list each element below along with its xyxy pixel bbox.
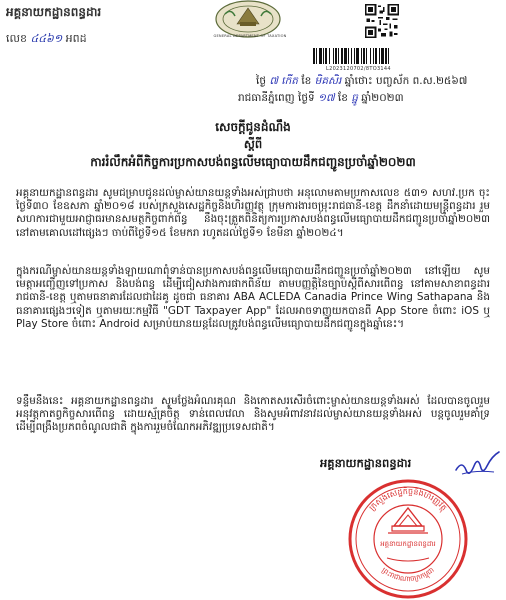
- solar-month-handwritten: ធ្នូ: [351, 92, 358, 104]
- official-seal-icon: [347, 478, 469, 600]
- barcode-bar: [354, 48, 355, 64]
- body-paragraph-3: ទន្ទឹមនឹងនេះ អគ្គនាយកដ្ឋានពន្ធដារ សូមថ្លែងអំណរគុណ និងកោតសរសើរចំពោះម្ចាស់យានយន្តទាំងអស់ ដែលបានចូលរួមអនុវត្តកាតព្វកិច្ចសារពើពន្ធ ដោយស្ម័គ្រចិត្ត ទាន់ពេលវេលា និងសូមអំពាវនាវដល់ម្ចាស់យានយន្តទាំងអស់ បន្តចូលរួមគាំទ្រ ដើម្បីពង្រឹងប្រភពចំណូលជាតិ ក្នុងការរួមចំណែកអភិវឌ្ឍប្រទេសជាតិ។: [16, 395, 490, 434]
- barcode-bar: [344, 48, 347, 64]
- notice-subject: ការរំលឹកអំពីកិច្ចការប្រកាសបង់ពន្ធលើមធ្យោបាយដឹកជញ្ជូនប្រចាំឆ្នាំ២០២៣: [90, 155, 416, 169]
- barcode-bar: [335, 48, 337, 64]
- solar-day-handwritten: ១៧: [318, 92, 335, 104]
- barcode-bar: [333, 48, 334, 64]
- signatory-title: អគ្គនាយកដ្ឋានពន្ធដារ: [320, 456, 412, 470]
- seal-center-text: អគ្គនាយកដ្ឋានពន្ធដារ: [380, 540, 436, 548]
- barcode-bar: [388, 48, 389, 64]
- seal-bottom-text: ព្រះរាជាណាចក្រកម្ពុជា: [380, 566, 436, 584]
- ref-number: ៤៤៦១: [30, 32, 63, 45]
- ref-suffix: អពដ: [65, 32, 87, 45]
- barcode-bar: [366, 48, 367, 64]
- emblem-caption: GENERAL DEPARTMENT OF TAXATION: [213, 34, 287, 38]
- barcode-icon: [313, 48, 451, 64]
- barcode-bar: [370, 48, 371, 64]
- department-emblem-icon: [213, 0, 283, 38]
- barcode-bar: [379, 48, 380, 64]
- barcode-bar: [325, 48, 327, 64]
- notice-subtitle: ស្តីពី: [243, 137, 263, 151]
- barcode-bar: [385, 48, 387, 64]
- barcode-bar: [351, 48, 352, 64]
- seal-top-text: ក្រសួងសេដ្ឋកិច្ចនិងហិរញ្ញវត្ថុ: [367, 486, 449, 513]
- solar-date: រាជធានីភ្នំពេញ ថ្ងៃទី ១៧ ខែ ធ្នូ ឆ្នាំ២០២៣: [238, 92, 404, 104]
- barcode-bar: [375, 48, 377, 64]
- barcode-bar: [373, 48, 374, 64]
- handwritten-signature-icon: [452, 448, 502, 482]
- barcode-bar: [323, 48, 324, 64]
- barcode-number: L2023120702/8TO3144: [326, 66, 391, 72]
- barcode-bar: [316, 48, 317, 64]
- barcode-bar: [361, 48, 362, 64]
- barcode-bar: [341, 48, 343, 64]
- barcode-bar: [338, 48, 339, 64]
- reference-number: [6, 32, 101, 48]
- lunar-date: ថ្ងៃ ៧ កើត ខែ មិគសិរ ឆ្នាំថោះ បញ្ចស័ក ព.ស.២៥៦៧: [256, 75, 468, 87]
- barcode-bar: [348, 48, 349, 64]
- barcode-bar: [329, 48, 330, 64]
- qr-code-icon: [365, 4, 399, 38]
- document-header: [6, 4, 101, 48]
- body-paragraph-1: អគ្គនាយកដ្ឋានពន្ធដារ សូមជម្រាបជូនដល់ម្ចាស់យានយន្តទាំងអស់ជ្រាបថា អនុលោមតាមប្រកាសលេខ ៥៣១ សហវ.ប្រក ចុះថ្ងៃទី៣០ ខែឧសភា ឆ្នាំ២០១៨ របស់ក្រសួងសេដ្ឋកិច្ចនិងហិរញ្ញវត្ថុ ក្រុមការងារចម្រុះរាជធានី-ខេត្ត ដឹកនាំដោយមន្ត្រីពន្ធដារ រួមសហការជាមួយអាជ្ញាធរមានសមត្ថកិច្ចពាក់ព័ន្ធ នឹងចុះត្រួតពិនិត្យការប្រកាសបង់ពន្ធលើមធ្យោបាយដឹកជញ្ជូនប្រចាំឆ្នាំ២០២៣ នៅតាមគោលដៅផ្សេងៗ ចាប់ពីថ្ងៃទី១៥ ខែមករា រហូតដល់ថ្ងៃទី១ ខែមីនា ឆ្នាំ២០២៤។: [16, 187, 490, 239]
- body-paragraph-2: ក្នុងករណីម្ចាស់យានយន្តទាំងឡាយណាពុំទាន់បានប្រកាសបង់ពន្ធលើមធ្យោបាយដឹកជញ្ជូនប្រចាំឆ្នាំ២០២៣ នៅឡើយ សូមមេត្តាអញ្ជើញទៅប្រកាស និងបង់ពន្ធ ដើម្បីជៀសវាងការផាកពិន័យ តាមបញ្ញត្តិនៃច្បាប់ស្តីពីសារពើពន្ធ នៅតាមសាខាពន្ធដាររាជធានី-ខេត្ត ឬតាមធនាគារដែលជាដៃគូ ដូចជា ធនាគារ ABA ACLEDA Canadia Prince Wing Sathapana និងធនាគារផ្សេងៗទៀត ឬតាមរយៈកម្មវិធី "GDT Taxpayer App" ដែលអាចទាញយកបានពី App Store ចំពោះ iOS ឬ Play Store ចំពោះ Android សម្រាប់យានយន្តដែលត្រូវបង់ពន្ធលើមធ្យោបាយដឹកជញ្ជូនក្នុងឆ្នាំនេះ។: [16, 265, 490, 330]
- ref-prefix: លេខ: [6, 32, 27, 45]
- barcode-bar: [319, 48, 322, 64]
- lunar-day-handwritten: ៧ កើត: [269, 75, 298, 87]
- barcode-bar: [313, 48, 315, 64]
- department-name: អគ្គនាយកដ្ឋានពន្ធដារ: [6, 5, 102, 19]
- barcode-bar: [356, 48, 359, 64]
- notice-title: សេចក្តីជូនដំណឹង: [215, 120, 291, 134]
- lunar-month-handwritten: មិគសិរ: [314, 75, 342, 87]
- barcode-bar: [363, 48, 365, 64]
- barcode-bar: [381, 48, 384, 64]
